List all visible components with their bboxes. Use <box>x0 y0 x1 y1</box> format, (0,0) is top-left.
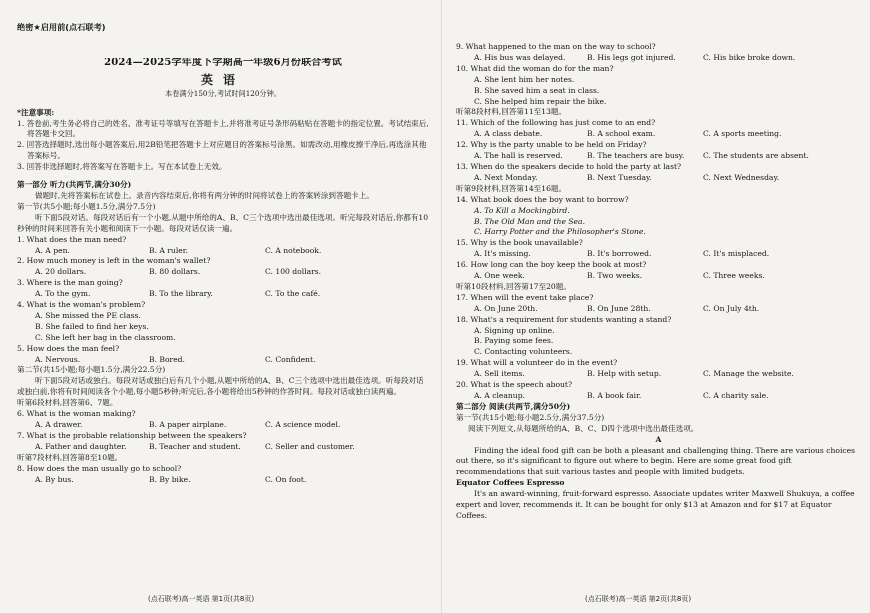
option: B. Help with setup. <box>587 369 662 379</box>
option: B. Teacher and student. <box>149 441 241 451</box>
option: A. One week. <box>474 271 525 281</box>
option: A. To Kill a Mockingbird. <box>474 205 570 215</box>
option: C. Manage the website. <box>703 369 794 379</box>
option: B. A ruler. <box>149 245 188 255</box>
option: B. Next Tuesday. <box>587 172 652 182</box>
option: A. By bus. <box>35 474 74 484</box>
option: C. Harry Potter and the Philosopher's Stone. <box>474 227 646 237</box>
option: A. A class debate. <box>474 129 543 139</box>
option: C. Three weeks. <box>703 271 765 281</box>
option: A. On June 20th. <box>474 303 538 313</box>
options-row <box>456 391 861 402</box>
part1-heading: 第一部分 听力(共两节,满分30分) <box>17 180 132 190</box>
exam-title: 2024—2025学年度下学期高一年级6月份联合考试 <box>104 57 342 68</box>
options-row <box>17 289 429 300</box>
option: C. Seller and customer. <box>265 441 355 451</box>
section1-instructions: 听下面5段对话。每段对话后有一个小题,从题中所给的A、B、C三个选项中选出最佳选项。听完每段对话后,你都有10秒钟的时间来回答有关小题和阅读下一小题。每段对话仅读一遍。 <box>17 212 429 233</box>
question: 12. Why is the party unable to be held on Friday? <box>456 140 647 150</box>
option: C. A sports meeting. <box>703 129 782 139</box>
question: 2. How much money is left in the woman's wallet? <box>17 256 211 266</box>
passage-subheading: Equator Coffees Espresso <box>456 478 565 488</box>
option: C. To the café. <box>265 289 321 299</box>
option: B. By bike. <box>149 474 191 484</box>
page-divider <box>441 0 442 613</box>
part2-heading: 第二部分 阅读(共两节,满分50分) <box>456 401 571 411</box>
option: B. To the library. <box>149 289 213 299</box>
options-row <box>456 151 861 162</box>
footer-right: (点石联考)高一英语 第2页(共8页) <box>585 595 692 603</box>
option: A. She lent him her notes. <box>474 74 575 84</box>
option: A. To the gym. <box>35 289 91 299</box>
option: A. His bus was delayed. <box>474 52 566 62</box>
option: C. Confident. <box>265 354 316 364</box>
material-note: 听第10段材料,回答第17至20题。 <box>456 281 571 291</box>
options-row <box>456 129 861 140</box>
options-row <box>17 267 429 278</box>
question: 5. How does the man feel? <box>17 343 120 353</box>
note-item: 1. 答卷前,考生务必将自己的姓名、准考证号等填写在答题卡上,并将准考证号条形码粘贴在答题卡的指定位置。考试结束后,将答题卡交回。 <box>17 118 429 139</box>
question-group-4 <box>456 42 861 107</box>
options-row <box>17 442 429 453</box>
question-group-1 <box>17 235 429 366</box>
option: A. Father and daughter. <box>35 441 127 451</box>
material-note: 听第7段材料,回答第8至10题。 <box>17 452 123 462</box>
option: B. She saved him a seat in class. <box>474 85 600 95</box>
option: A. Sell items. <box>474 369 525 379</box>
footer-left: (点石联考)高一英语 第1页(共8页) <box>148 595 255 603</box>
option: A. The hall is reserved. <box>474 151 563 161</box>
option: C. A charity sale. <box>703 391 769 400</box>
option: A. A cleanup. <box>474 391 525 400</box>
option: C. A science model. <box>265 420 341 429</box>
option: B. It's borrowed. <box>587 249 652 259</box>
option: B. Paying some fees. <box>474 336 554 346</box>
time-note: 本卷满分150分,考试时间120分钟。 <box>165 88 281 98</box>
option: A. 20 dollars. <box>35 267 87 277</box>
right-column <box>456 42 861 522</box>
question: 3. Where is the man going? <box>17 278 123 288</box>
options-row <box>456 249 861 260</box>
option: B. Two weeks. <box>587 271 643 281</box>
option: B. On June 28th. <box>587 303 651 313</box>
question-group-6 <box>456 238 861 282</box>
question: 10. What did the woman do for the man? <box>456 63 614 73</box>
options-row <box>17 355 429 366</box>
option: A. Next Monday. <box>474 172 538 182</box>
section2-heading: 第二节(共15小题;每小题1.5分,满分22.5分) <box>17 365 166 375</box>
options-row <box>17 475 429 486</box>
option: C. It's misplaced. <box>703 249 770 259</box>
option: C. His bike broke down. <box>703 52 796 62</box>
reading-section1-heading: 第一节(共15小题;每小题2.5分,满分37.5分) <box>456 412 605 422</box>
passage-paragraph: It's an award-winning, fruit-forward espresso. Associate updates writer Maxwell Shukuya, a coffee expert and lover, recommends it. It can be bought for only $13 at Amazon and for $17 at Equator Coffees. <box>456 489 855 520</box>
option: B. A book fair. <box>587 391 642 400</box>
options-row <box>456 304 861 315</box>
question: 9. What happened to the man on the way to school? <box>456 42 656 51</box>
option: C. She left her bag in the classroom. <box>35 332 176 342</box>
question: 13. When do the speakers decide to hold the party at last? <box>456 161 682 171</box>
passage-letter: A <box>655 434 662 444</box>
note-item: 2. 回答选择题时,选出每小题答案后,用2B铅笔把答题卡上对应题目的答案标号涂黑。如需改动,用橡皮擦干净后,再选涂其他答案标号。 <box>17 140 427 161</box>
option: B. She failed to find her keys. <box>35 321 149 331</box>
question: 16. How long can the boy keep the book at most? <box>456 260 647 270</box>
option: B. Bored. <box>149 354 185 364</box>
material-note: 听第8段材料,回答第11至13题。 <box>456 107 567 117</box>
option: B. 80 dollars. <box>149 267 201 277</box>
option: B. The teachers are busy. <box>587 151 685 161</box>
options-row <box>456 271 861 282</box>
option: A. She missed the PE class. <box>35 310 141 320</box>
option: A. A drawer. <box>35 420 83 429</box>
option: A. It's missing. <box>474 249 531 259</box>
option: B. His legs got injured. <box>587 52 676 62</box>
question: 15. Why is the book unavailable? <box>456 238 583 248</box>
question-14: 14. What book does the boy want to borrow? <box>456 194 629 204</box>
question: 7. What is the probable relationship between the speakers? <box>17 430 247 440</box>
question-group-2 <box>17 409 429 453</box>
question: 6. What is the woman making? <box>17 409 136 419</box>
option: C. On foot. <box>265 474 307 484</box>
subject-title: 英语 <box>200 72 245 87</box>
section1-heading: 第一节(共5小题;每小题1.5分,满分7.5分) <box>17 201 156 211</box>
notes-heading: *注意事项: <box>17 107 55 117</box>
material-note: 听第6段材料,回答第6、7题。 <box>17 398 118 408</box>
options-row <box>17 420 429 431</box>
question: 18. What's a requirement for students wanting a stand? <box>456 314 672 324</box>
option: C. She helped him repair the bike. <box>474 96 607 106</box>
options-row <box>456 173 861 184</box>
option: C. Contacting volunteers. <box>474 347 573 357</box>
question: 11. Which of the following has just come to an end? <box>456 118 656 128</box>
option: C. A notebook. <box>265 245 322 255</box>
question: 1. What does the man need? <box>17 234 127 244</box>
option: A. A pen. <box>35 245 70 255</box>
question: 4. What is the woman's problem? <box>17 300 146 310</box>
question: 20. What is the speech about? <box>456 380 573 390</box>
options-row <box>456 53 861 64</box>
question-group-3 <box>17 464 429 486</box>
passage-paragraph: Finding the ideal food gift can be both a pleasant and challenging thing. There are various choices out there, so it's significant to figure out where to begin. Here are some great food gift recommendations that suit various tastes and people with limited budgets. <box>456 445 856 477</box>
part1-intro: 做题时,先将答案标在试卷上。录音内容结束后,你将有两分钟的时间将试卷上的答案转涂到答题卡上。 <box>35 190 374 200</box>
question: 8. How does the man usually go to school? <box>17 463 182 473</box>
section2-instructions: 听下面5段对话或独白。每段对话或独白后有几个小题,从题中所给的A、B、C三个选项中选出最佳选项。听每段对话或独白前,你将有时间阅读各个小题,每小题5秒钟;听完后,各小题将给出5秒钟的作答时间。每段对话或独白读两遍。 <box>17 376 424 397</box>
material-note: 听第9段材料,回答第14至16题。 <box>456 183 567 193</box>
secret-label: 绝密★启用前(点石联考) <box>17 22 106 32</box>
question: 19. What will a volunteer do in the event? <box>456 358 618 368</box>
option: C. The students are absent. <box>703 151 809 161</box>
option: B. A paper airplane. <box>149 420 227 429</box>
options-row <box>17 246 429 257</box>
question-group-7 <box>456 293 861 402</box>
option: C. 100 dollars. <box>265 267 322 277</box>
question: 17. When will the event take place? <box>456 292 594 302</box>
option: A. Nervous. <box>35 354 81 364</box>
option: C. On July 4th. <box>703 303 760 313</box>
option: A. Signing up online. <box>474 325 555 335</box>
note-item: 3. 回答非选择题时,将答案写在答题卡上。写在本试卷上无效。 <box>17 162 227 172</box>
question-group-5 <box>456 118 861 183</box>
option: B. The Old Man and the Sea. <box>474 216 585 226</box>
reading-instructions: 阅读下列短文,从每题所给的A、B、C、D四个选项中选出最佳选项。 <box>468 423 699 433</box>
option: B. A school exam. <box>587 129 656 139</box>
options-row <box>456 369 861 380</box>
option: C. Next Wednesday. <box>703 172 780 182</box>
left-column <box>17 0 429 485</box>
